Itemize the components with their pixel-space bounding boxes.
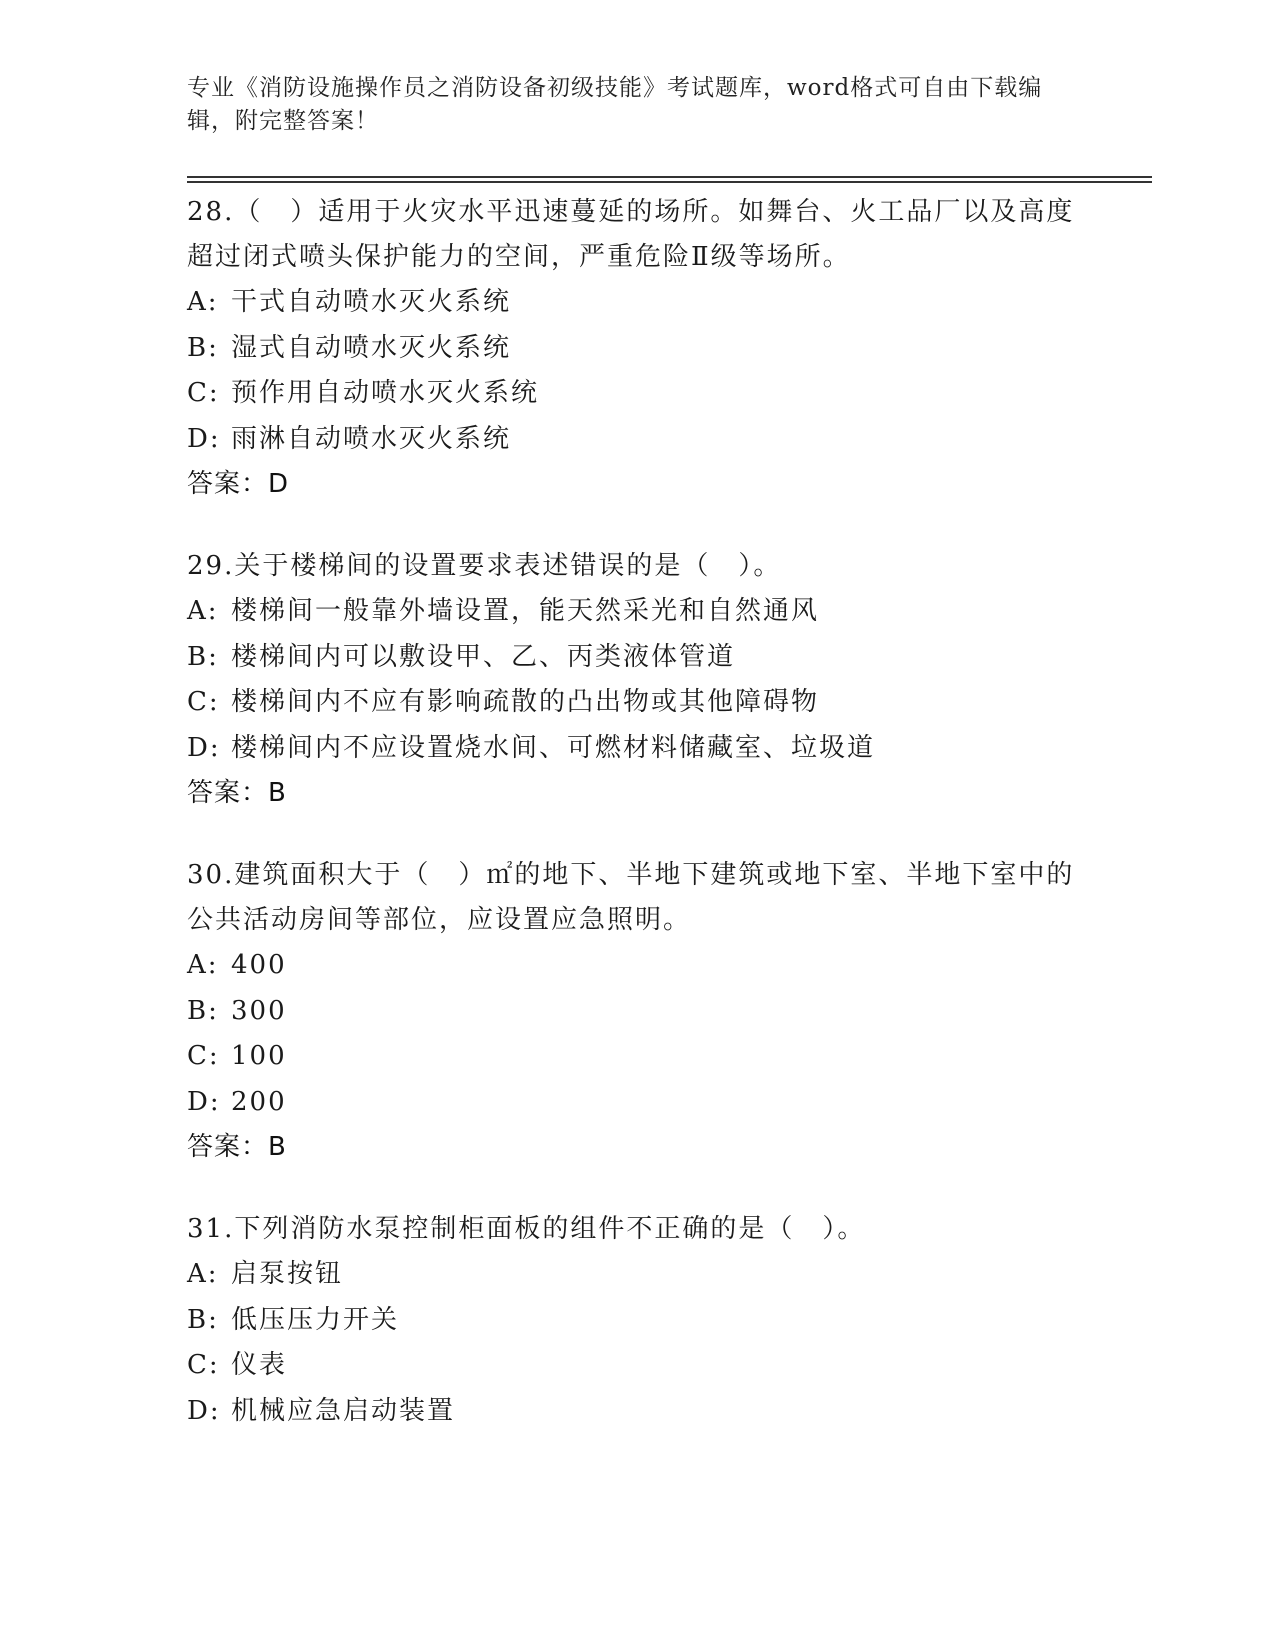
option-letter: A: [187, 950, 219, 980]
option-text: 400 [231, 950, 287, 980]
option-a [187, 1252, 1087, 1298]
question-stem: 28.（ ）适用于火灾水平迅速蔓延的场所。如舞台、火工品厂以及高度超过闭式喷头保护能力的空间，严重危险Ⅱ级等场所。 [187, 197, 1075, 272]
option-d [187, 1080, 1087, 1126]
question-29 [187, 544, 1087, 816]
option-letter: D: [187, 1086, 221, 1117]
option-letter: C: [187, 1041, 220, 1071]
option-letter: C: [187, 1350, 220, 1380]
option-text: 楼梯间内可以敷设甲、乙、丙类液体管道 [231, 641, 736, 672]
option-letter: A: [187, 596, 219, 626]
option-b [187, 326, 1087, 372]
question-31 [187, 1207, 1087, 1434]
option-letter: C: [187, 378, 220, 408]
option-c [187, 1343, 1087, 1389]
option-c [187, 1034, 1087, 1080]
option-c [187, 680, 1087, 726]
option-b [187, 989, 1087, 1035]
document-intro: 专业《消防设施操作员之消防设备初级技能》考试题库，word格式可自由下载编辑，附完整答案！ [187, 75, 1043, 134]
option-letter: D: [187, 732, 221, 763]
option-letter: B: [187, 995, 219, 1026]
option-d [187, 417, 1087, 463]
header-divider-bottom [187, 181, 1152, 183]
option-text: 低压压力开关 [231, 1304, 400, 1335]
option-text: 仪表 [231, 1350, 288, 1380]
header-divider-top [187, 176, 1152, 178]
option-letter: B: [187, 332, 219, 363]
option-b [187, 635, 1087, 681]
option-letter: A: [187, 1259, 219, 1289]
option-text: 200 [231, 1086, 287, 1117]
option-text: 干式自动喷水灭火系统 [231, 287, 512, 317]
option-letter: B: [187, 1304, 219, 1335]
option-text: 楼梯间一般靠外墙设置，能天然采光和自然通风 [231, 596, 820, 626]
option-text: 楼梯间内不应有影响疏散的凸出物或其他障碍物 [231, 687, 820, 717]
question-list [187, 190, 1087, 1471]
answer-line: 答案：D [187, 469, 290, 499]
question-28 [187, 190, 1087, 507]
option-letter: B: [187, 641, 219, 672]
question-stem: 30.建筑面积大于（ ）㎡的地下、半地下建筑或地下室、半地下室中的公共活动房间等部位，应设置应急照明。 [187, 860, 1075, 935]
question-30 [187, 853, 1087, 1170]
option-text: 预作用自动喷水灭火系统 [231, 378, 540, 408]
option-letter: C: [187, 687, 220, 717]
option-text: 湿式自动喷水灭火系统 [231, 332, 512, 363]
option-text: 启泵按钮 [231, 1259, 344, 1289]
option-a [187, 943, 1087, 989]
question-stem: 29.关于楼梯间的设置要求表述错误的是（ ）。 [187, 551, 782, 581]
option-d [187, 726, 1087, 772]
question-stem: 31.下列消防水泵控制柜面板的组件不正确的是（ ）。 [187, 1214, 866, 1244]
option-text: 100 [231, 1041, 287, 1071]
answer-line: 答案：B [187, 778, 287, 808]
option-text: 雨淋自动喷水灭火系统 [231, 423, 512, 454]
option-letter: D: [187, 1395, 221, 1426]
option-d [187, 1389, 1087, 1435]
option-letter: A: [187, 287, 219, 317]
option-a [187, 280, 1087, 326]
option-c [187, 371, 1087, 417]
option-letter: D: [187, 423, 221, 454]
option-text: 楼梯间内不应设置烧水间、可燃材料储藏室、垃圾道 [231, 732, 876, 763]
option-b [187, 1298, 1087, 1344]
option-a [187, 589, 1087, 635]
answer-line: 答案：B [187, 1132, 287, 1162]
option-text: 机械应急启动装置 [231, 1395, 456, 1426]
option-text: 300 [231, 995, 287, 1026]
